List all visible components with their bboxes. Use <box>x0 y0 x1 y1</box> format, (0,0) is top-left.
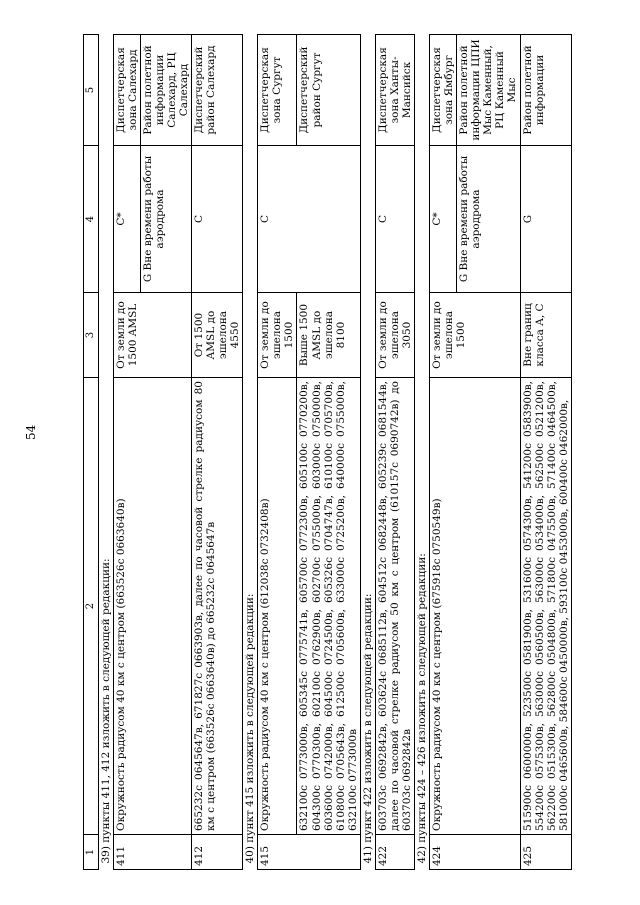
row-description: 632100с 0773000в, 605345с 0775741в, 605700с 0772300в, 605100с 0770200в, 604300с 0770300в, 602100с 0762900в, 602700с 0755000в, 603000с 0750000в, 603600с 0742000в, 604500с 0724500в, 605326с 0704747в, 610100с 0705700в, 610800с 0705643в, 612500с 0705600в, 633000с 0725200в, 640000с 0755000в, 632100с 0773000в <box>297 378 360 835</box>
section-39: 39) пункты 411, 412 изложить в следующей редакции: <box>98 35 113 870</box>
row-height: От земли до эшелона 1500 <box>258 293 297 378</box>
table-row-412 <box>191 35 242 870</box>
table-row-422 <box>375 35 414 870</box>
header-col-2: 2 <box>84 378 99 835</box>
row-unit: Диспетчерский район Салехард <box>191 35 242 146</box>
page-number: 54 <box>24 424 38 440</box>
row-number: 411 <box>113 835 191 870</box>
row-class: G Вне времени работы аэродрома <box>140 146 191 293</box>
row-description: Окружность радиусом 40 км с центром (675918с 0750549в) <box>430 378 520 835</box>
row-unit: Район полетной информации Салехард, РЦ Салехард <box>140 35 191 146</box>
header-col-5: 5 <box>84 35 99 146</box>
row-class: C* <box>430 146 457 293</box>
row-description: 515900с 0600000в, 523500с 0581900в, 531600с 0574300в, 541200с 0583900в, 554200с 0575300в, 563000с 0560500в, 563000с 0534000в, 562500с 0521200в, 562200с 0515300в, 562800с 0504800в, 571800с 0475500в, 571400с 0464500в, 581000с 0465600в, 584600с 0450000в, 593100с 0453000в, 600400с 0462000в, <box>520 378 571 835</box>
row-description: 665232с 0645647в, 671827с 0663903в, далее по часовой стрелке радиусом 80 км с центром (663526с 0663640в) до 665232с 0645647в <box>191 378 242 835</box>
row-class: G Вне времени работы аэродрома <box>457 146 520 293</box>
row-height: От земли до эшелона 1500 <box>430 293 520 378</box>
row-unit: Диспетчерская зона Сургут <box>258 35 297 146</box>
row-unit: Диспетчерский район Сургут <box>297 35 360 146</box>
row-unit: Район полетной информации <box>520 35 571 146</box>
row-number: 422 <box>375 835 414 870</box>
row-description: Окружность радиусом 40 км с центром (612038с 0732408в) <box>258 378 297 835</box>
row-class: C <box>375 146 414 293</box>
section-42: 42) пункты 424 – 426 изложить в следующей редакции: <box>415 35 430 870</box>
row-number: 424 <box>430 835 520 870</box>
row-unit: Диспетчерская зона Ханты-Мансийск <box>375 35 414 146</box>
row-class: C <box>191 146 242 293</box>
row-class: C <box>258 146 361 293</box>
row-unit: Район полетной информации ЦПИ Мыс Каменный, РЦ Каменный Мыс <box>457 35 520 146</box>
section-40: 40) пункт 415 изложить в следующей редакции: <box>243 35 258 870</box>
row-height: Выше 1500 AMSL до эшелона 8100 <box>297 293 360 378</box>
table-header-row <box>84 35 99 870</box>
airspace-table <box>83 34 572 870</box>
row-description: 603703с 0692842в, 603624с 0685112в, 604512с 0682448в, 605239с 0681544в, далее по часовой стрелке радиусом 50 км с центром (610157с 0690742в) до 603703с 0692842в <box>375 378 414 835</box>
table-row-415 <box>258 35 297 870</box>
row-unit: Диспетчерская зона Салехард <box>113 35 140 146</box>
table-row-411 <box>113 35 140 870</box>
section-41: 41) пункт 422 изложить в следующей редакции: <box>360 35 375 870</box>
header-col-3: 3 <box>84 293 99 378</box>
row-number: 415 <box>258 835 361 870</box>
row-class: C* <box>113 146 140 293</box>
header-col-4: 4 <box>84 146 99 293</box>
header-col-1: 1 <box>84 835 99 870</box>
document-table-rotated <box>83 35 608 870</box>
row-height: От 1500 AMSL до эшелона 4550 <box>191 293 242 378</box>
row-height: Вне границ класса A, C <box>520 293 571 378</box>
table-row-425 <box>520 35 571 870</box>
row-description: Окружность радиусом 40 км с центром (663526с 0663640в) <box>113 378 191 835</box>
row-number: 412 <box>191 835 242 870</box>
row-unit: Диспетчерская зона Ямбург <box>430 35 457 146</box>
row-number: 425 <box>520 835 571 870</box>
row-height: От земли до эшелона 3050 <box>375 293 414 378</box>
table-row-424 <box>430 35 457 870</box>
row-class: G <box>520 146 571 293</box>
row-height: От земли до 1500 AMSL <box>113 293 191 378</box>
